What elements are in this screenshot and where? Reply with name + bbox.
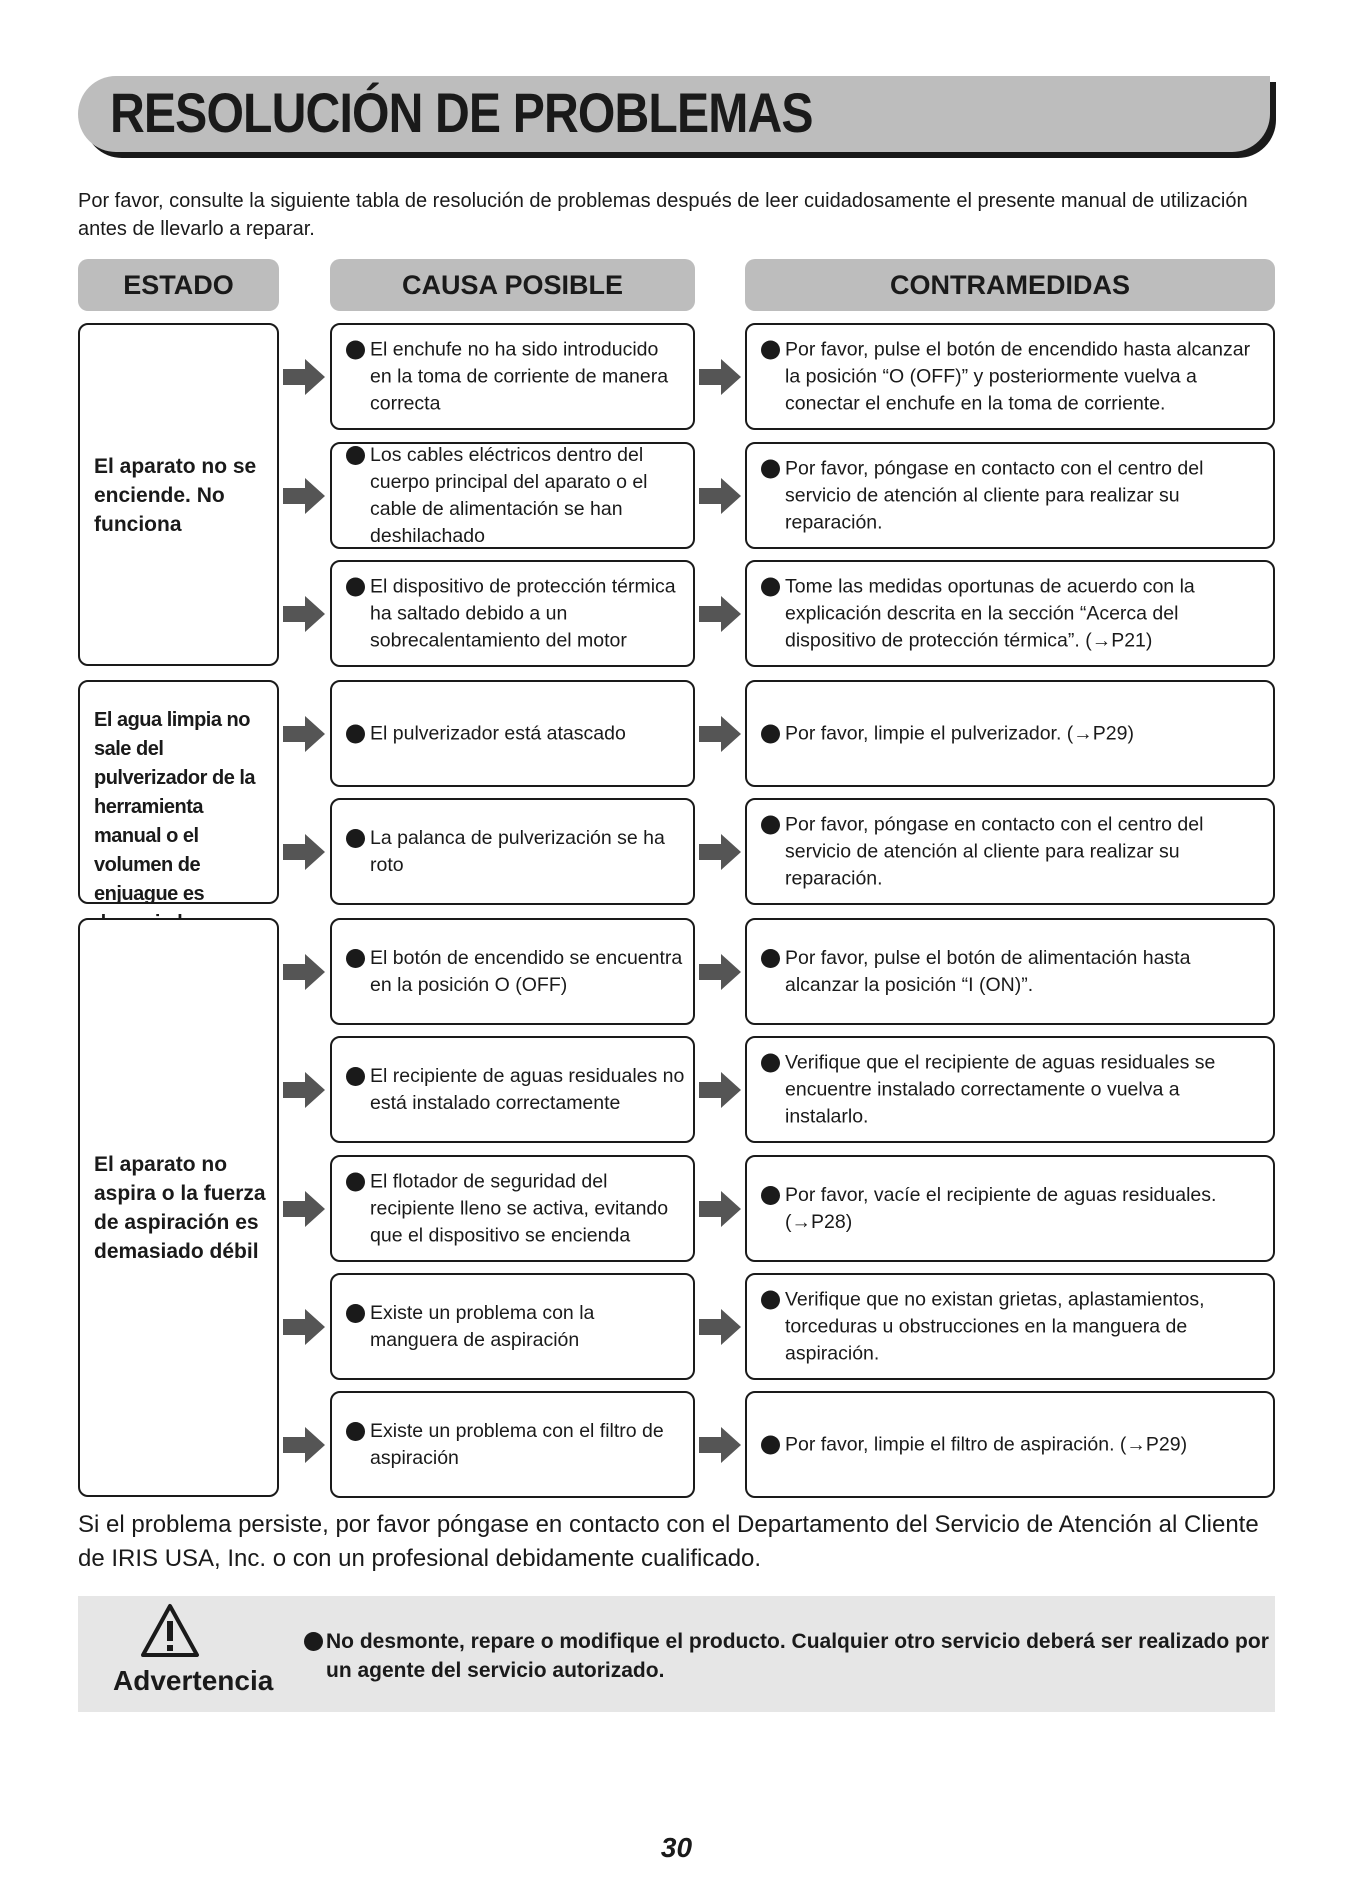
bullet-icon bbox=[304, 1632, 323, 1651]
warning-text bbox=[304, 1627, 1276, 1685]
bullet-icon bbox=[346, 446, 365, 465]
cause-label: El recipiente de aguas residuales no está instalado correctamente bbox=[370, 1064, 685, 1114]
arrow-right-icon bbox=[283, 359, 325, 395]
arrow-right-icon bbox=[699, 1191, 741, 1227]
remedy-text bbox=[761, 336, 1265, 417]
cause-box bbox=[330, 1155, 695, 1262]
remedy-text bbox=[761, 1431, 1265, 1458]
bullet-icon bbox=[346, 340, 365, 359]
cause-text bbox=[346, 1168, 685, 1249]
remedy-text bbox=[761, 720, 1265, 747]
warning-label: Advertencia bbox=[113, 1665, 274, 1696]
cause-label: Los cables eléctricos dentro del cuerpo principal del aparato o el cable de alimentación se han deshilachado bbox=[370, 443, 648, 547]
cause-box bbox=[330, 323, 695, 430]
arrow-right-icon bbox=[699, 1072, 741, 1108]
arrow-right-icon bbox=[699, 834, 741, 870]
page-title: RESOLUCIÓN DE PROBLEMAS bbox=[110, 81, 813, 144]
cause-box bbox=[330, 918, 695, 1025]
arrow-right-icon bbox=[283, 478, 325, 514]
bullet-icon bbox=[761, 815, 780, 834]
cause-text bbox=[346, 825, 685, 879]
cause-label: El flotador de seguridad del recipiente lleno se activa, evitando que el dispositivo se encienda bbox=[370, 1170, 669, 1246]
bullet-icon bbox=[761, 949, 780, 968]
remedy-box bbox=[745, 798, 1275, 905]
header-causa-posible: CAUSA POSIBLE bbox=[330, 259, 695, 311]
remedy-text bbox=[761, 573, 1265, 654]
bullet-icon bbox=[346, 1422, 365, 1441]
arrow-right-icon bbox=[699, 954, 741, 990]
bullet-icon bbox=[346, 1172, 365, 1191]
remedy-text bbox=[761, 945, 1265, 999]
cause-text bbox=[346, 720, 685, 747]
estado-text: El agua limpia no sale del pulverizador de la herramienta manual o el volumen de enjuague es bbox=[94, 709, 256, 905]
remedy-label: Verifique que el recipiente de aguas residuales se encuentre instalado correctamente o vuelva a instalarlo. bbox=[785, 1051, 1216, 1127]
cause-box bbox=[330, 442, 695, 549]
remedy-box bbox=[745, 1273, 1275, 1380]
cause-text bbox=[346, 1063, 685, 1117]
remedy-label: Por favor, póngase en contacto con el centro del servicio de atención al cliente para realizar su reparación. bbox=[785, 457, 1204, 533]
remedy-label: Por favor, póngase en contacto con el centro del servicio de atención al cliente para realizar su reparación. bbox=[785, 813, 1204, 889]
arrow-right-icon bbox=[699, 1427, 741, 1463]
cause-box bbox=[330, 1036, 695, 1143]
arrow-right-icon bbox=[699, 1309, 741, 1345]
cause-label: La palanca de pulverización se ha roto bbox=[370, 826, 665, 876]
remedy-box bbox=[745, 442, 1275, 549]
cause-text bbox=[346, 1418, 685, 1472]
cause-box bbox=[330, 1391, 695, 1498]
remedy-label: Por favor, vacíe el recipiente de aguas residuales. (→P28) bbox=[785, 1183, 1217, 1233]
page-number: 30 bbox=[660, 1832, 693, 1863]
cause-label: El botón de encendido se encuentra en la posición O (OFF) bbox=[370, 946, 683, 996]
remedy-box bbox=[745, 560, 1275, 667]
remedy-text bbox=[761, 1286, 1265, 1367]
remedy-label: Por favor, pulse el botón de encendido hasta alcanzar la posición “O (OFF)” y posteriormente vuelva a conectar el enchufe en la toma de corriente. bbox=[785, 338, 1251, 414]
remedy-text bbox=[761, 455, 1265, 536]
cause-box bbox=[330, 798, 695, 905]
warning-message: No desmonte, repare o modifique el producto. Cualquier otro servicio deberá ser realizado por un agente del servicio autorizado. bbox=[326, 1630, 1269, 1682]
bullet-icon bbox=[346, 829, 365, 848]
estado-box bbox=[78, 323, 279, 666]
remedy-label: Por favor, pulse el botón de alimentación hasta alcanzar la posición “I (ON)”. bbox=[785, 946, 1191, 996]
cause-box bbox=[330, 560, 695, 667]
cause-text bbox=[346, 1300, 685, 1354]
cause-label: Existe un problema con el filtro de aspiración bbox=[370, 1419, 664, 1469]
remedy-box bbox=[745, 1036, 1275, 1143]
cause-text bbox=[346, 573, 685, 654]
bullet-icon bbox=[761, 1435, 780, 1454]
bullet-icon bbox=[761, 577, 780, 596]
arrow-right-icon bbox=[283, 1072, 325, 1108]
estado-text: El aparato no aspira o la fuerza de aspiración es demasiado débil bbox=[94, 1153, 266, 1263]
cause-label: El enchufe no ha sido introducido en la toma de corriente de manera correcta bbox=[370, 338, 669, 414]
cause-label: El dispositivo de protección térmica ha saltado debido a un sobrecalentamiento del motor bbox=[370, 575, 676, 651]
bullet-icon bbox=[346, 577, 365, 596]
estado-box bbox=[78, 680, 279, 904]
arrow-right-icon bbox=[283, 1191, 325, 1227]
footer-note: Si el problema persiste, por favor póngase en contacto con el Departamento del Servicio de Atención al Cliente de IRIS USA, Inc. o con un profesional debidamente cualificado. bbox=[78, 1511, 1259, 1572]
estado-box bbox=[78, 918, 279, 1497]
remedy-label: Por favor, limpie el pulverizador. (→P29) bbox=[785, 722, 1134, 744]
arrow-right-icon bbox=[283, 1427, 325, 1463]
arrow-right-icon bbox=[699, 596, 741, 632]
arrow-right-icon bbox=[283, 596, 325, 632]
bullet-icon bbox=[761, 724, 780, 743]
arrow-right-icon bbox=[699, 716, 741, 752]
header-contramedidas: CONTRAMEDIDAS bbox=[745, 259, 1275, 311]
remedy-label: Verifique que no existan grietas, aplastamientos, torceduras u obstrucciones en la manguera de aspiración. bbox=[785, 1288, 1205, 1364]
cause-label: El pulverizador está atascado bbox=[370, 722, 626, 744]
arrow-right-icon bbox=[699, 478, 741, 514]
remedy-box bbox=[745, 1155, 1275, 1262]
remedy-label: Tome las medidas oportunas de acuerdo con la explicación descrita en la sección “Acerca del dispositivo de protección térmica”. (→P21) bbox=[785, 575, 1195, 651]
arrow-right-icon bbox=[283, 954, 325, 990]
remedy-text bbox=[761, 811, 1265, 892]
arrow-right-icon bbox=[699, 359, 741, 395]
arrow-right-icon bbox=[283, 834, 325, 870]
bullet-icon bbox=[761, 459, 780, 478]
remedy-box bbox=[745, 680, 1275, 787]
bullet-icon bbox=[346, 1304, 365, 1323]
bullet-icon bbox=[761, 1290, 780, 1309]
cause-text bbox=[346, 945, 685, 999]
cause-box bbox=[330, 680, 695, 787]
arrow-right-icon bbox=[283, 716, 325, 752]
remedy-box bbox=[745, 1391, 1275, 1498]
bullet-icon bbox=[346, 1067, 365, 1086]
header-estado: ESTADO bbox=[78, 259, 279, 311]
cause-label: Existe un problema con la manguera de aspiración bbox=[370, 1301, 595, 1351]
intro-text: Por favor, consulte la siguiente tabla de resolución de problemas después de leer cuidadosamente el presente manual de utilización antes de llevarlo a reparar. bbox=[78, 190, 1248, 240]
warning-triangle-icon bbox=[140, 1603, 200, 1659]
bullet-icon bbox=[761, 1186, 780, 1205]
bullet-icon bbox=[346, 724, 365, 743]
remedy-box bbox=[745, 323, 1275, 430]
remedy-text bbox=[761, 1049, 1265, 1130]
cause-text bbox=[346, 442, 685, 550]
cause-box bbox=[330, 1273, 695, 1380]
estado-text: El aparato no se enciende. No funciona bbox=[94, 455, 257, 536]
bullet-icon bbox=[761, 340, 780, 359]
remedy-box bbox=[745, 918, 1275, 1025]
remedy-label: Por favor, limpie el filtro de aspiración. (→P29) bbox=[785, 1433, 1188, 1455]
remedy-text bbox=[761, 1182, 1265, 1236]
bullet-icon bbox=[346, 949, 365, 968]
cause-text bbox=[346, 336, 685, 417]
arrow-right-icon bbox=[283, 1309, 325, 1345]
bullet-icon bbox=[761, 1053, 780, 1072]
